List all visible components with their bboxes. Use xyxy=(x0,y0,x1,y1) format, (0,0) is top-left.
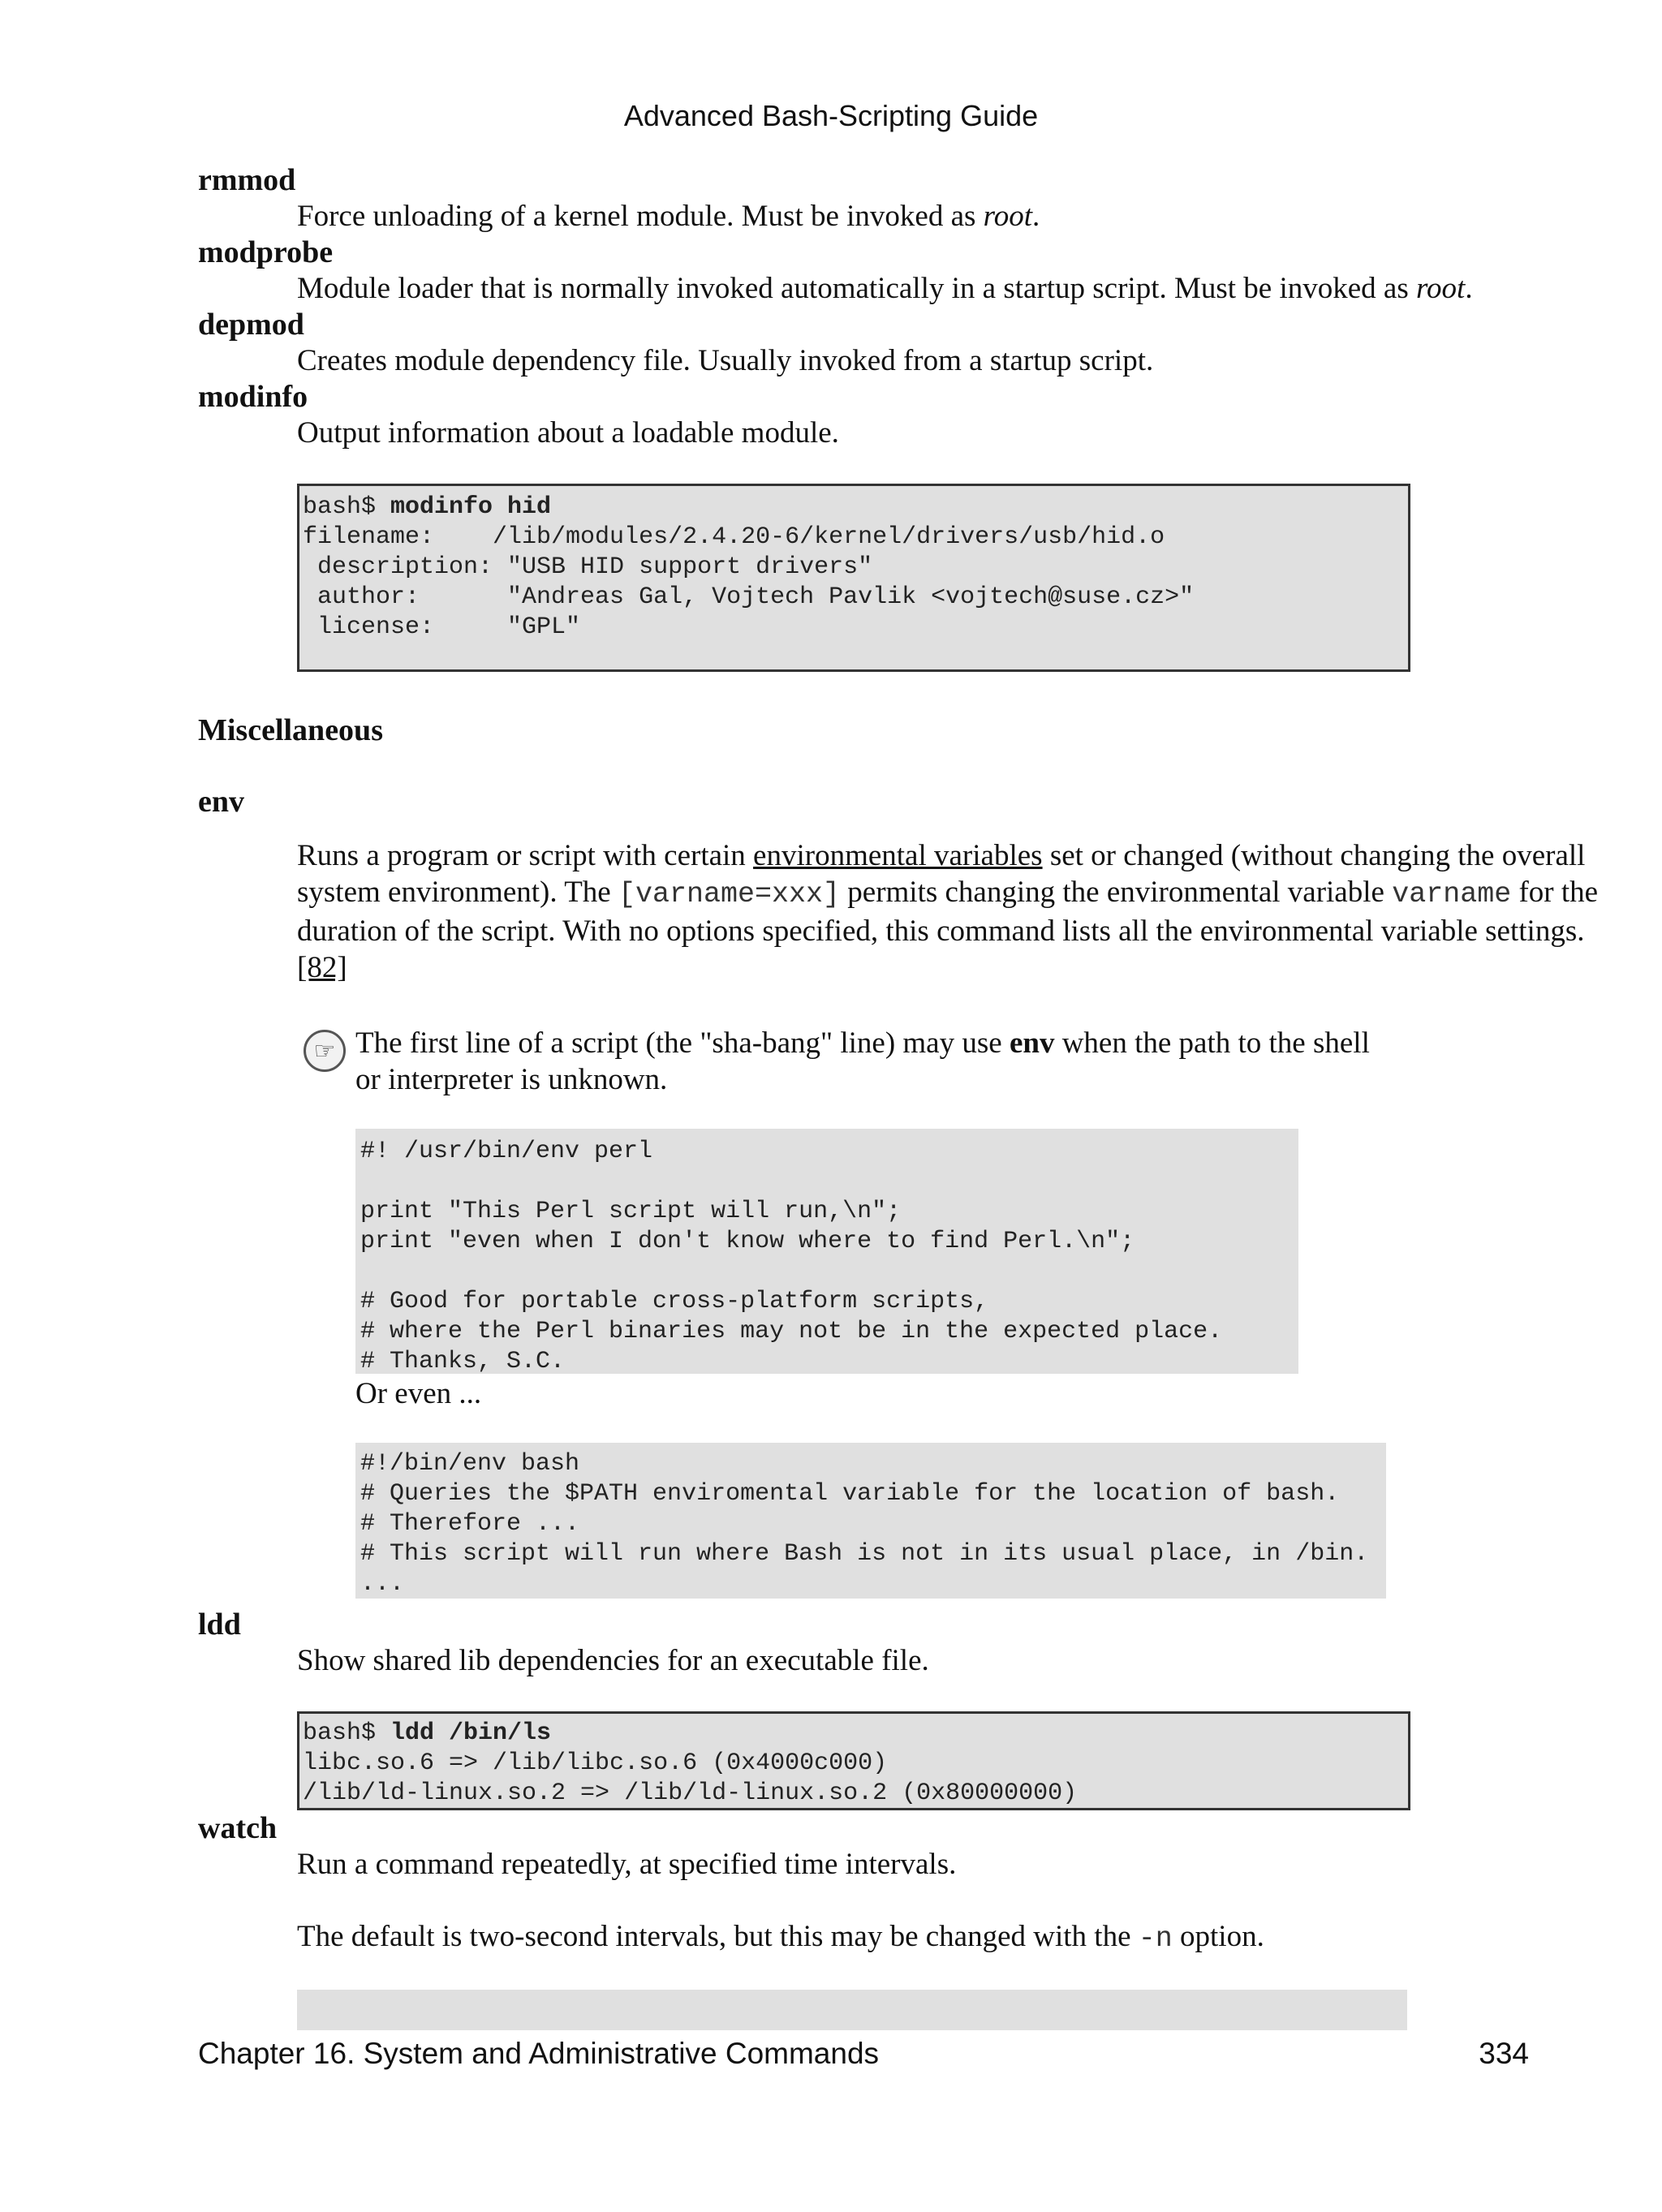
emphasis-root: root xyxy=(983,200,1032,233)
desc-text: Runs a program or script with certain xyxy=(297,839,754,872)
desc-text: . xyxy=(1031,200,1040,233)
term-watch: watch xyxy=(198,1811,278,1845)
desc-depmod: Creates module dependency file. Usually invoked from a startup script. xyxy=(297,344,1154,377)
shell-prompt: bash$ xyxy=(303,493,391,521)
perl-code-block: #! /usr/bin/env perl print "This Perl script will run,\n"; print "even when I don't know where to find Perl.\n"; # Good for portable cross-platform scripts, # where the Perl binaries may not be in the expected place. # Thanks, S.C. xyxy=(355,1129,1298,1374)
modinfo-code-block xyxy=(297,484,1410,672)
term-env: env xyxy=(198,785,244,819)
inline-code-varname: varname xyxy=(1392,878,1512,910)
term-rmmod: rmmod xyxy=(198,163,296,197)
note-text-part: The first line of a script (the "sha-bang" line) may use xyxy=(355,1026,1010,1060)
desc-watch-2 xyxy=(297,1918,1513,1957)
bash-code-block: #!/bin/env bash # Queries the $PATH enviromental variable for the location of bash. # Therefore ... # This script will run where Bash is not in its usual place, in /bin. ... xyxy=(355,1443,1386,1599)
desc-modinfo: Output information about a loadable module. xyxy=(297,416,839,450)
emphasis-root: root xyxy=(1416,272,1466,305)
page-footer xyxy=(198,2037,1529,2071)
term-ldd: ldd xyxy=(198,1607,241,1642)
desc-text: permits changing the environmental variable xyxy=(840,876,1393,909)
note-bold-env: env xyxy=(1009,1026,1055,1060)
ldd-code-block xyxy=(297,1711,1410,1810)
term-depmod: depmod xyxy=(198,308,304,342)
desc-text: The default is two-second intervals, but this may be changed with the xyxy=(297,1920,1139,1953)
shell-command: ldd /bin/ls xyxy=(390,1719,552,1747)
command-output: filename: /lib/modules/2.4.20-6/kernel/drivers/usb/hid.o description: "USB HID support drivers" author: "Andreas Gal, Vojtech Pavlik <vojtech@suse.cz>" license: "GPL" xyxy=(303,523,1195,641)
footer-chapter: Chapter 16. System and Administrative Commands xyxy=(198,2037,880,2070)
link-environmental-variables[interactable]: environmental variables xyxy=(753,839,1043,872)
desc-text: Force unloading of a kernel module. Must be invoked as xyxy=(297,200,984,233)
watch-code-block xyxy=(297,1990,1407,2030)
desc-text: . xyxy=(1465,272,1473,305)
footnote-link[interactable]: [82] xyxy=(297,951,347,984)
command-output: libc.so.6 => /lib/libc.so.6 (0x4000c000) /lib/ld-linux.so.2 => /lib/ld-linux.so.2 (0x80000000) xyxy=(303,1749,1078,1807)
page-header: Advanced Bash-Scripting Guide xyxy=(623,99,1039,132)
note-text xyxy=(355,1025,1386,1098)
desc-text: Module loader that is normally invoked automatically in a startup script. Must be invoked as xyxy=(297,272,1416,305)
or-even-text: Or even ... xyxy=(355,1377,482,1410)
desc-ldd: Show shared lib dependencies for an executable file. xyxy=(297,1644,929,1677)
desc-text: for the duration of the script. With no options specified, this command lists all the environmental variable settings. xyxy=(297,876,1599,948)
pointing-hand-icon: ☞ xyxy=(304,1030,346,1072)
desc-rmmod xyxy=(297,198,1513,235)
desc-watch: Run a command repeatedly, at specified time intervals. xyxy=(297,1848,957,1881)
desc-text: set or changed (without changing the overall system environment). The xyxy=(297,839,1586,909)
inline-code-varname-assign: [varname=xxx] xyxy=(618,878,841,910)
term-modinfo: modinfo xyxy=(198,380,308,414)
shell-prompt: bash$ xyxy=(303,1719,391,1747)
shell-command: modinfo hid xyxy=(390,493,552,521)
note-text-part: when the path to the shell or interpreter is unknown. xyxy=(355,1026,1370,1096)
desc-env xyxy=(297,837,1628,986)
footer-page-number: 334 xyxy=(1479,2037,1529,2070)
page-content xyxy=(198,162,1599,2030)
term-modprobe: modprobe xyxy=(198,235,334,269)
inline-code-n-option: -n xyxy=(1138,1922,1173,1955)
desc-modprobe xyxy=(297,270,1513,307)
note-box xyxy=(297,1025,1513,1599)
section-heading-miscellaneous: Miscellaneous xyxy=(198,713,383,747)
desc-text: option. xyxy=(1172,1920,1264,1953)
